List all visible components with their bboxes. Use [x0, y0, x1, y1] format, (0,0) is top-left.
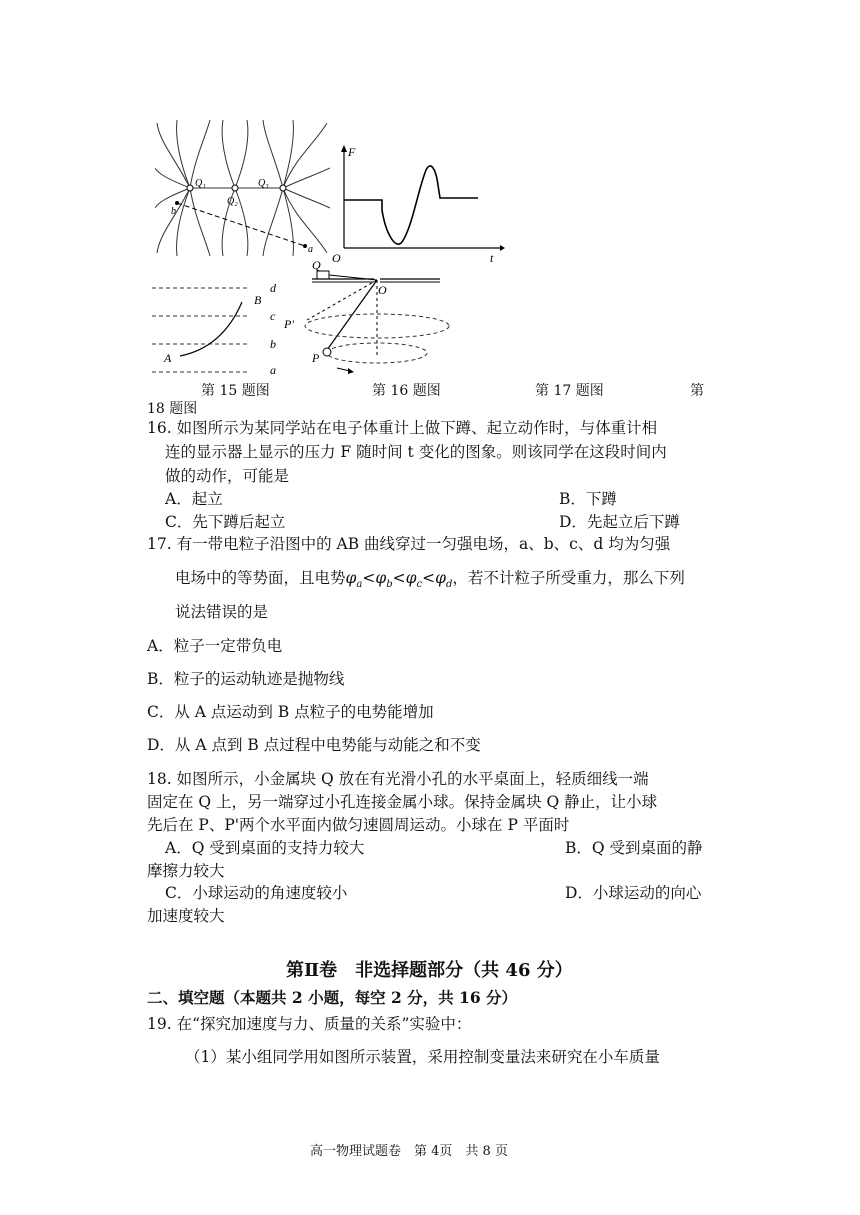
figure-15-field-lines — [155, 118, 330, 258]
q18-option-d-part1: D．小球运动的向心 — [565, 884, 702, 902]
q18-option-c: C．小球运动的角速度较小 — [165, 884, 348, 902]
axis-label-t: t — [490, 251, 494, 265]
q18-option-d-part2: 加速度较大 — [147, 907, 225, 925]
q16-option-c: C．先下蹲后起立 — [165, 513, 286, 531]
label-p-prime: P' — [284, 317, 294, 331]
q16-option-d: D．先起立后下蹲 — [559, 513, 680, 531]
q17-line2-pre: 电场中的等势面，且电势 — [175, 569, 346, 587]
label-b: b — [171, 206, 176, 217]
q18-line3: 先后在 P、P'两个水平面内做匀速圆周运动。小球在 P 平面时 — [147, 816, 570, 834]
q17-option-a: A．粒子一定带负电 — [147, 637, 283, 655]
q19-line1: 19. 在“探究加速度与力、质量的关系”实验中： — [147, 1015, 472, 1033]
q16-line1: 16. 如图所示为某同学站在电子体重计上做下蹲、起立动作时，与体重计相 — [147, 419, 658, 437]
q16-option-a: A．起立 — [165, 490, 223, 508]
label-a: a — [308, 244, 313, 255]
q18-line2: 固定在 Q 上，另一端穿过小孔连接金属小球。保持金属块 Q 静止，让小球 — [147, 793, 658, 811]
figure-16-force-time-graph — [330, 140, 505, 265]
label-o: O — [378, 283, 387, 297]
q16-line2: 连的显示器上显示的压力 F 随时间 t 变化的图象。则该同学在这段时间内 — [165, 443, 667, 461]
label-q1: Q₁ — [195, 178, 206, 189]
q17-line2 — [175, 566, 685, 590]
q16-option-b: B．下蹲 — [559, 490, 617, 508]
q17-line2-post: ，若不计粒子所受重力，那么下列 — [452, 569, 685, 587]
line-label-d: d — [270, 281, 276, 295]
q16-line3: 做的动作，可能是 — [165, 467, 290, 485]
page-footer: 高一物理试题卷 第 4页 共 8 页 — [310, 1144, 508, 1159]
caption-fig16: 第 16 题图 — [372, 383, 441, 399]
q19-sub1: （1）某小组同学用如图所示装置，采用控制变量法来研究在小车质量 — [185, 1048, 660, 1066]
line-label-b: b — [270, 337, 276, 351]
q17-line1: 17. 有一带电粒子沿图中的 AB 曲线穿过一匀强电场，a、b、c、d 均为匀强 — [147, 535, 671, 553]
q18-option-b-part2: 摩擦力较大 — [147, 862, 225, 880]
caption-fig18-part2: 18 题图 — [147, 401, 198, 417]
q18-option-a: A．Q 受到桌面的支持力较大 — [165, 839, 365, 857]
line-label-c: c — [270, 309, 276, 323]
part2-title: 第Ⅱ卷 非选择题部分（共 46 分） — [286, 960, 573, 981]
point-label-a: A — [164, 351, 172, 365]
point-label-b: B — [254, 293, 262, 307]
potential-inequality: $\varphi_a<\varphi_b<\varphi_c<\varphi_d$ — [345, 569, 453, 591]
figure-17-equipotential — [150, 280, 290, 375]
figure-18-conical-pendulum — [282, 258, 457, 376]
label-q2: Q₂ — [227, 196, 238, 207]
label-q: Q — [312, 258, 321, 272]
caption-fig18-part1: 第 — [690, 383, 704, 399]
q18-line1: 18. 如图所示，小金属块 Q 放在有光滑小孔的水平桌面上，轻质细线一端 — [147, 770, 649, 788]
q17-option-b: B．粒子的运动轨迹是抛物线 — [147, 670, 345, 688]
q17-option-c: C．从 A 点运动到 B 点粒子的电势能增加 — [147, 703, 434, 721]
caption-fig17: 第 17 题图 — [535, 383, 604, 399]
axis-label-o: O — [332, 251, 341, 265]
section-fill-in-heading: 二、填空题（本题共 2 小题，每空 2 分，共 16 分） — [147, 988, 518, 1007]
label-p: P — [312, 351, 320, 365]
q17-line3: 说法错误的是 — [175, 603, 269, 621]
caption-fig15: 第 15 题图 — [201, 383, 270, 399]
q17-option-d: D．从 A 点到 B 点过程中电势能与动能之和不变 — [147, 736, 481, 754]
line-label-a: a — [270, 363, 276, 375]
q18-option-b-part1: B．Q 受到桌面的静 — [565, 839, 703, 857]
label-q3: Q₃ — [258, 178, 269, 189]
axis-label-f: F — [348, 145, 356, 159]
